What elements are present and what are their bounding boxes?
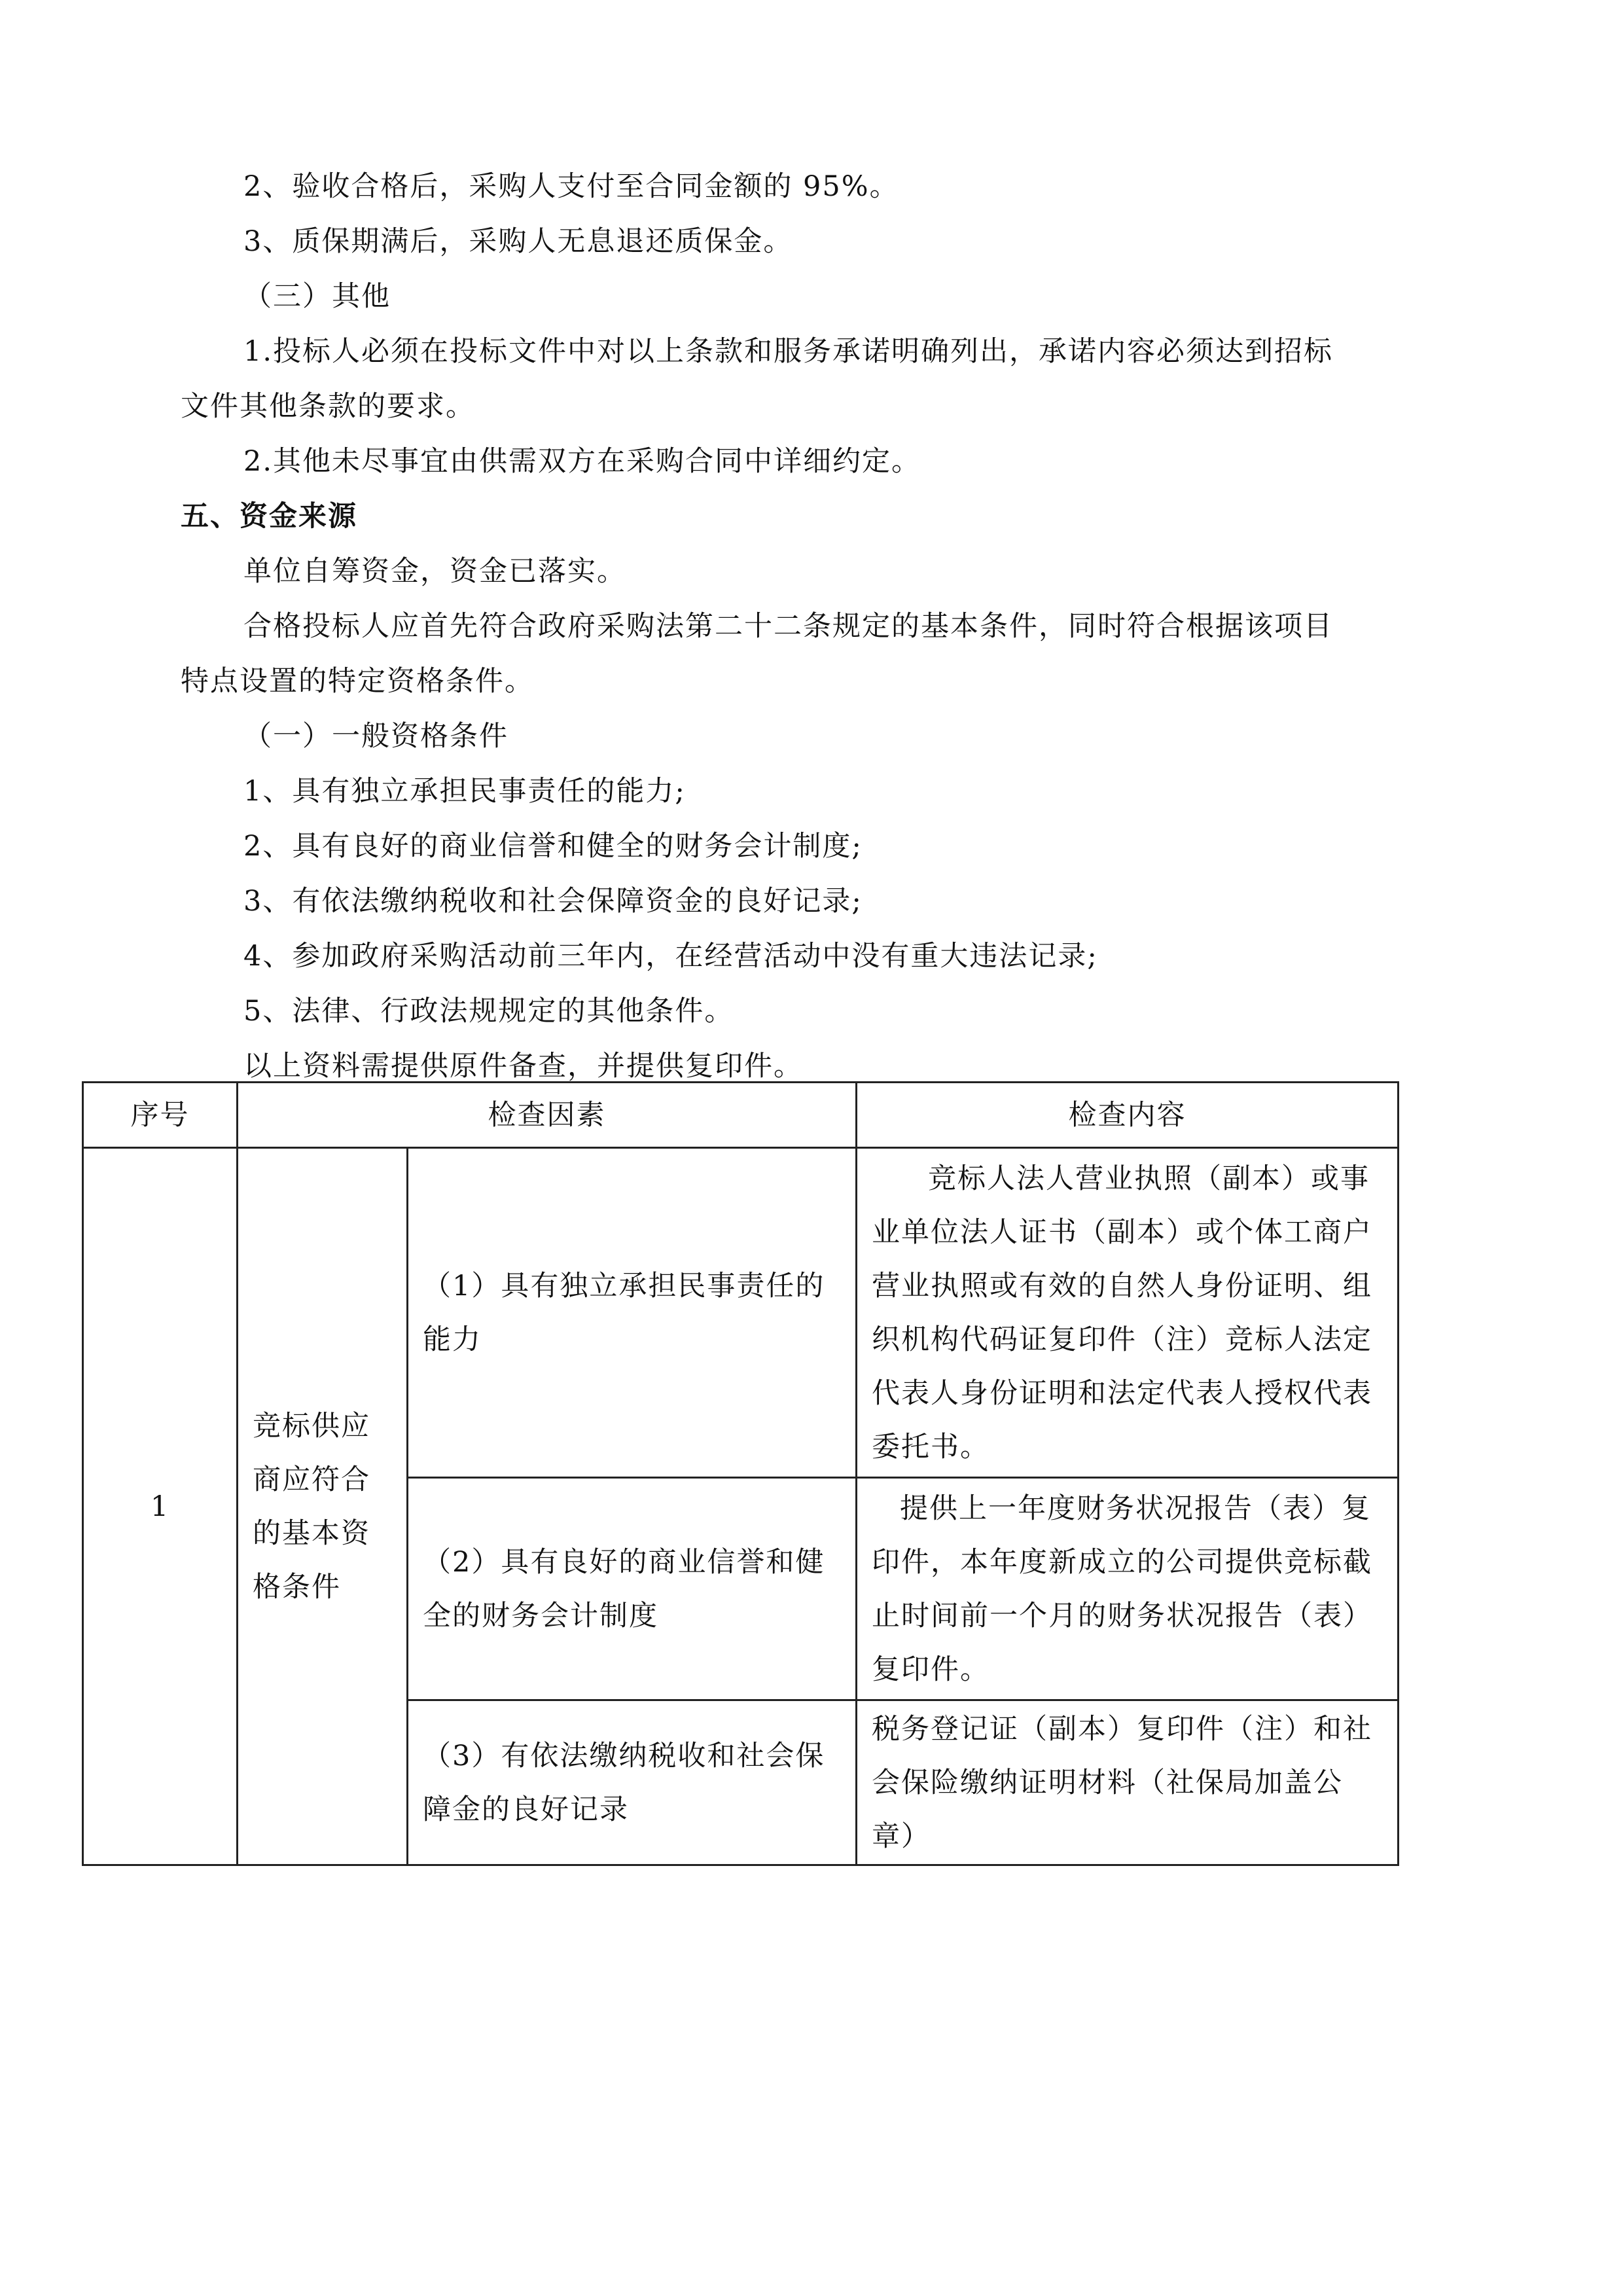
requirement-cell: （2）具有良好的商业信誉和健全的财务会计制度 [408,1478,857,1700]
paragraph-other-2: 2.其他未尽事宜由供需双方在采购合同中详细约定。 [243,445,921,478]
header-check-content: 检查内容 [857,1083,1399,1148]
row-number: 1 [83,1148,238,1865]
qualification-item-2: 2、具有良好的商业信誉和健全的财务会计制度; [243,830,863,863]
qualification-check-table [82,1081,1399,1866]
header-check-factor: 检查因素 [238,1083,857,1148]
content-cell [857,1148,1399,1478]
paragraph-qualified-bidder-line1: 合格投标人应首先符合政府采购法第二十二条规定的基本条件，同时符合根据该项目 [243,610,1333,643]
paragraph-other-1-line1: 1.投标人必须在投标文件中对以上条款和服务承诺明确列出，承诺内容必须达到招标 [243,335,1334,368]
paragraph-other-1-line2: 文件其他条款的要求。 [181,390,475,423]
paragraph-documents-note: 以上资料需提供原件备查，并提供复印件。 [243,1050,803,1083]
qualification-item-5: 5、法律、行政法规规定的其他条件。 [243,995,734,1028]
subheading-general-qualifications: （一）一般资格条件 [243,720,508,753]
header-no: 序号 [83,1083,238,1148]
requirement-cell: （3）有依法缴纳税收和社会保障金的良好记录 [408,1700,857,1865]
paragraph-funding: 单位自筹资金，资金已落实。 [243,555,626,588]
content-cell: 税务登记证（副本）复印件（注）和社会保险缴纳证明材料（社保局加盖公章） [857,1700,1399,1865]
content-cell [857,1478,1399,1700]
qualification-item-1: 1、具有独立承担民事责任的能力; [243,775,686,808]
content-text: 竞标人法人营业执照（副本）或事业单位法人证书（副本）或个体工商户营业执照或有效的自然人身份证明、组织机构代码证复印件（注）竞标人法定代表人身份证明和法定代表人授权代表委托书。 [872,1162,1372,1463]
paragraph-payment-acceptance: 2、验收合格后，采购人支付至合同金额的 95%。 [243,170,899,203]
requirement-cell: （1）具有独立承担民事责任的能力 [408,1148,857,1478]
qualification-item-4: 4、参加政府采购活动前三年内，在经营活动中没有重大违法记录; [243,940,1098,973]
content-text: 提供上一年度财务状况报告（表）复印件，本年度新成立的公司提供竞标截止时间前一个月的财务状况报告（表）复印件。 [872,1492,1372,1686]
category-cell: 竞标供应商应符合的基本资格条件 [238,1148,408,1865]
qualification-item-3: 3、有依法缴纳税收和社会保障资金的良好记录; [243,885,863,918]
table-row [83,1148,1399,1478]
paragraph-warranty-refund: 3、质保期满后，采购人无息退还质保金。 [243,225,793,258]
paragraph-qualified-bidder-line2: 特点设置的特定资格条件。 [181,665,534,698]
section-heading-funding: 五、资金来源 [181,500,357,533]
subheading-other: （三）其他 [243,280,391,313]
table-header-row [83,1083,1399,1148]
